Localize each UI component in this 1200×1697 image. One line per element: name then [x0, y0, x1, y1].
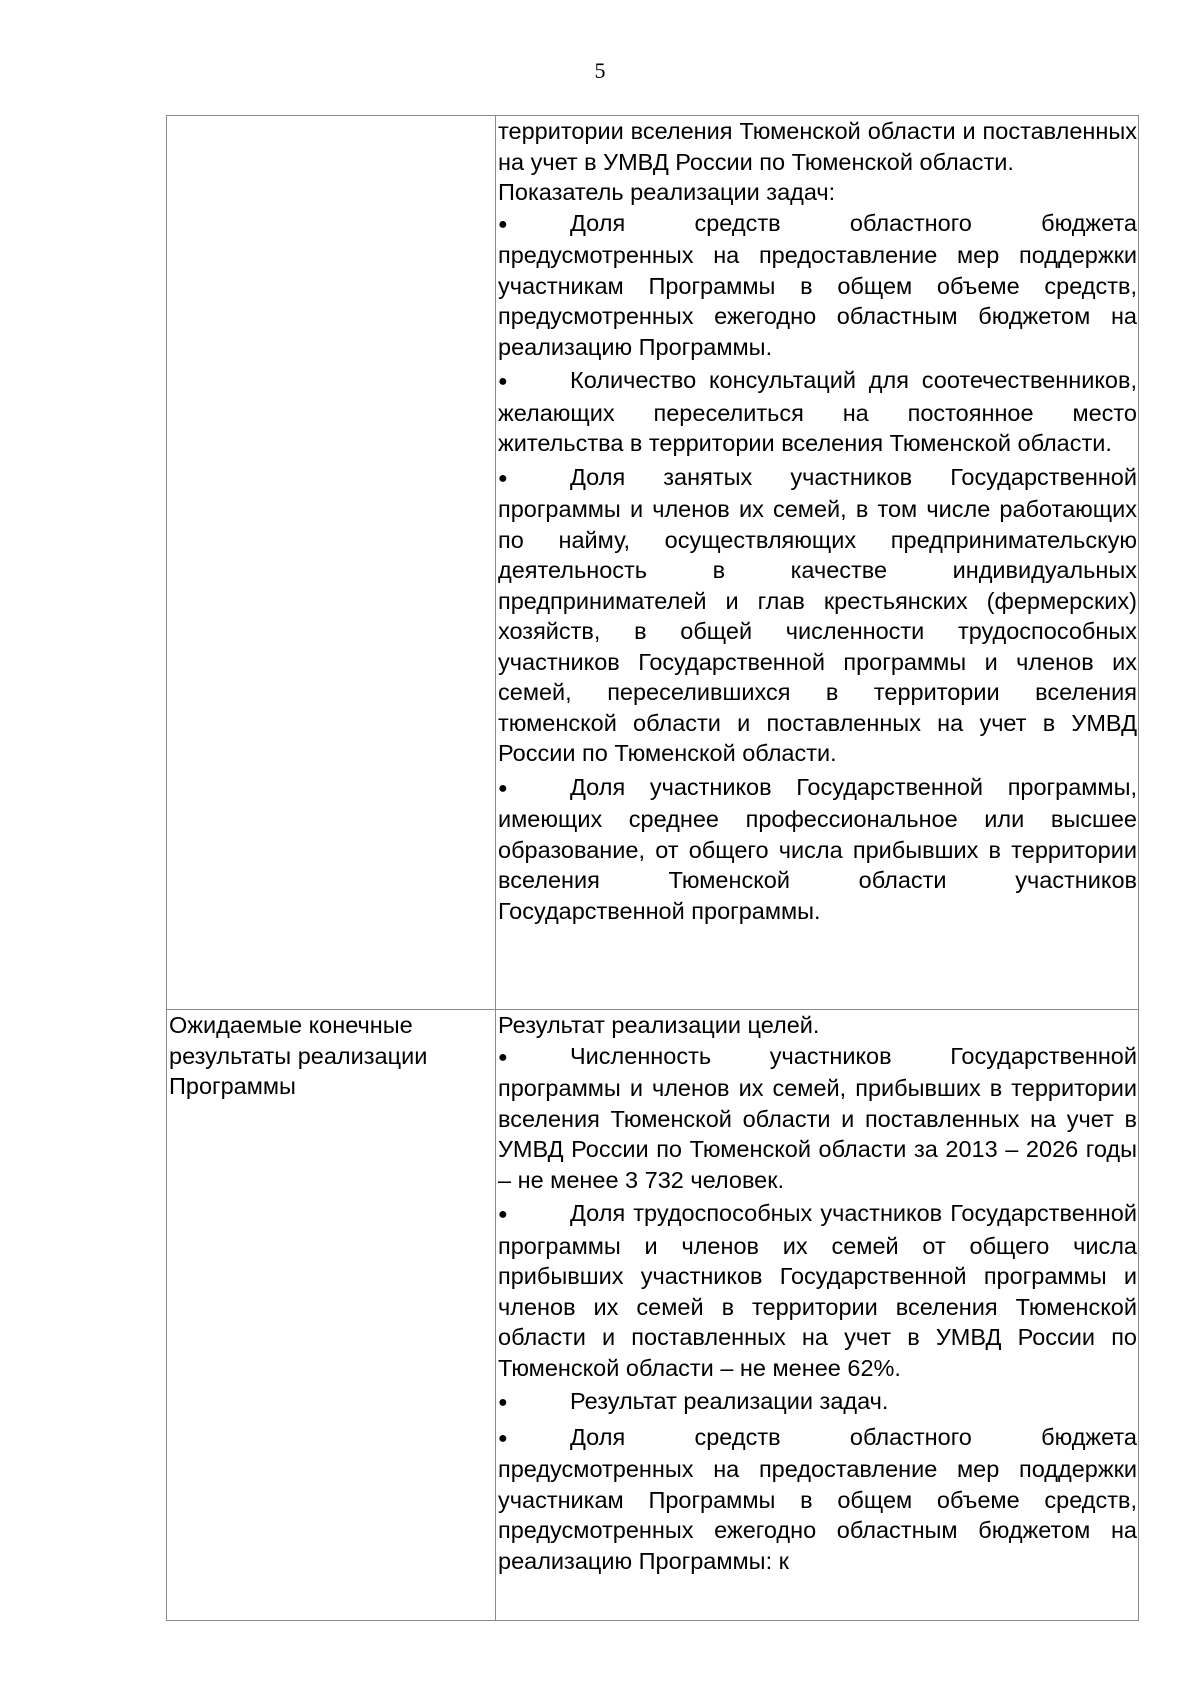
list-item-text: Доля средств областного бюджета предусмотренных на предоставление мер поддержки участникам Программы в общем объеме средств, предусмотренных ежегодно областным бюджетом на реализацию Программы: к [498, 1423, 1137, 1574]
row-label-cell [167, 116, 496, 1010]
bullet-icon: ● [498, 215, 508, 233]
list-item [498, 365, 1137, 459]
bullet-icon: ● [498, 779, 508, 797]
row-label-cell [167, 1010, 496, 1621]
list-item [498, 1422, 1137, 1577]
section-heading: Результат реализации целей. [498, 1012, 820, 1038]
list-item-text: Доля занятых участников Государственной программы и членов их семей, в том числе работающих по найму, осуществляющих предпринимательскую деятельность в качестве индивидуальных предпринимателей и глав крестьянских (фермерских) хозяйств, в общей численности трудоспособных участников Государственной программы и членов их семей, переселившихся в территории вселения тюменской области и поставленных на учет в УМВД России по Тюменской области. [498, 463, 1137, 766]
bullet-icon: ● [498, 1429, 508, 1447]
list-item-text: Доля участников Государственной программы, имеющих среднее профессиональное или высшее образование, от общего числа прибывших в территории вселения Тюменской области участников Государственной программы. [498, 773, 1137, 924]
list-item [498, 1386, 1137, 1419]
continuation-text: территории вселения Тюменской области и поставленных на учет в УМВД России по Тюменской области. [498, 118, 1137, 175]
bullet-icon: ● [498, 469, 508, 487]
list-item [498, 462, 1137, 769]
row-label: Ожидаемые конечные результаты реализации Программы [169, 1012, 428, 1099]
list-item-text: Доля средств областного бюджета предусмотренных на предоставление мер поддержки участникам Программы в общем объеме средств, предусмотренных ежегодно областным бюджетом на реализацию Программы. [498, 209, 1137, 360]
list-item-text: Количество консультаций для соотечественников, желающих переселиться на постоянное место жительства в территории вселения Тюменской области. [498, 367, 1137, 456]
row-content-cell [496, 116, 1139, 1010]
program-passport-table [166, 115, 1139, 1621]
list-item-text: Доля трудоспособных участников Государственной программы и членов их семей от общего числа прибывших участников Государственной программы и членов их семей в территории вселения Тюменской области и поставленных на учет в УМВД России по Тюменской области – не менее 62%. [498, 1200, 1137, 1381]
bullet-icon: ● [498, 1394, 508, 1411]
page-number: 5 [594, 58, 606, 83]
list-item [498, 1041, 1137, 1196]
table-row [167, 1010, 1139, 1621]
bullet-icon: ● [498, 373, 508, 390]
list-item-text: Результат реализации задач. [570, 1388, 889, 1414]
list-item [498, 1198, 1137, 1383]
row-content-cell [496, 1010, 1139, 1621]
list-item [498, 772, 1137, 927]
bullet-icon: ● [498, 1206, 508, 1223]
list-item [498, 208, 1137, 363]
bullet-icon: ● [498, 1048, 508, 1066]
section-heading: Показатель реализации задач: [498, 179, 836, 205]
list-item-text: Численность участников Государственной программы и членов их семей, прибывших в территории вселения Тюменской области и поставленных на учет в УМВД России по Тюменской области за 2013 – 2026 годы – не менее 3 732 человек. [498, 1042, 1137, 1193]
table-row [167, 116, 1139, 1010]
